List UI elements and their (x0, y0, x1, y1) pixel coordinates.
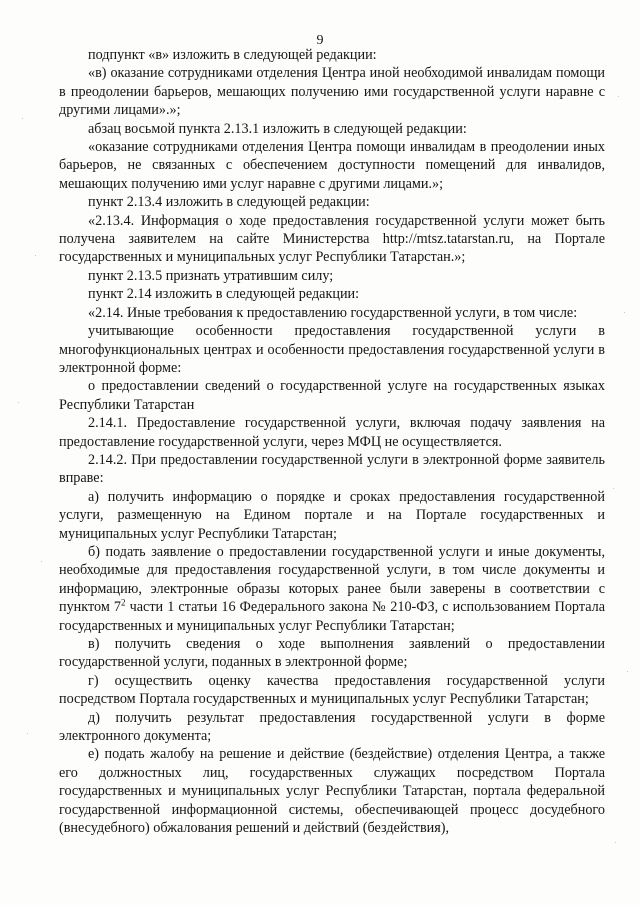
paragraph: о предоставлении сведений о государственной услуге на государственных языках Республики Татарстан (59, 378, 605, 413)
page-number: 9 (316, 33, 324, 48)
paragraph: г) осуществить оценку качества предоставления государственной услуги посредством Портала государственных и муниципальных услуг Республики Татарстан; (59, 672, 605, 708)
paragraph: подпункт «в» изложить в следующей редакции: (88, 47, 377, 63)
scan-speck (35, 255, 36, 256)
scan-speck (41, 561, 42, 562)
paragraph: пункт 2.14 изложить в следующей редакции: (88, 286, 360, 303)
paragraph: абзац восьмой пункта 2.13.1 изложить в следующей редакции: (88, 120, 467, 137)
paragraph (59, 543, 605, 635)
paragraph: учитывающие особенности предоставления государственной услуги в многофункциональных центрах и особенности предоставления государственной услуги в электронной форме: (59, 323, 605, 376)
scan-speck (613, 488, 614, 489)
paragraph: 2.14.1. Предоставление государственной услуги, включая подачу заявления на предоставление государственной услуги, через МФЦ не осуществляется. (59, 415, 605, 450)
paragraph: д) получить результат предоставления государственной услуги в форме электронного документа; (59, 709, 605, 745)
paragraph: е) подать жалобу на решение и действие (бездействие) отделения Центра, а также его должностных лиц, государственных служащих посредством Портала государственных и муниципальных услуг Республики Татарстан, портала федеральной государственной информационной системы, обеспечивающей процесс досудебного (внесудебного) обжалования решений и действий (бездействия), (59, 746, 605, 837)
paragraph: «в) оказание сотрудниками отделения Центра иной необходимой инвалидам помощи в преодолении барьеров, мешающих получению ими государственной услуги наравне с другими лицами».»; (59, 65, 605, 119)
paragraph-text: б) подать заявление о предоставлении государственной услуги и иные документы, необходимые для предоставления государственной услуги, в том числе документы и информацию, электронные образы которых ранее были заверены в соответствии с пунктом 7 (59, 543, 605, 616)
paragraph: «2.13.4. Информация о ходе предоставления государственной услуги может быть получена заявителем на сайте Министерства http://mtsz.tatarstan.ru, на Портале государственных и муниципальных услуг Республики Татарстан.»; (59, 212, 605, 266)
paragraph-text: части 1 статьи 16 Федерального закона № 210-ФЗ, с использованием Портала государственных и муниципальных услуг Республики Татарстан; (59, 599, 605, 634)
scan-speck (624, 312, 625, 313)
scan-speck (27, 733, 28, 734)
scan-speck (627, 671, 628, 672)
scan-speck (618, 96, 619, 97)
paragraph: 2.14.2. При предоставлении государственной услуги в электронной форме заявитель вправе: (59, 451, 605, 487)
paragraph: пункт 2.13.5 признать утратившим силу; (88, 267, 334, 284)
scan-speck (18, 402, 19, 403)
scan-speck (615, 842, 616, 843)
superscript: 2 (121, 597, 126, 608)
paragraph: пункт 2.13.4 изложить в следующей редакции: (88, 194, 370, 211)
paragraph: в) получить сведения о ходе выполнения заявлений о предоставлении государственной услуги, поданных в электронной форме; (59, 636, 605, 671)
scan-speck (22, 118, 23, 119)
document-body (59, 46, 605, 837)
paragraph: «оказание сотрудниками отделения Центра помощи инвалидам в преодолении иных барьеров, не связанных с обеспечением доступности помещений для инвалидов, мешающих получению ими услуг наравне с другими лицами.»; (59, 139, 605, 192)
paragraph: «2.14. Иные требования к предоставлению государственной услуги, в том числе: (88, 304, 578, 321)
paragraph: а) получить информацию о порядке и сроках предоставления государственной услуги, размещенную на Едином портале и на Портале государственных и муниципальных услуг Республики Татарстан; (59, 488, 605, 542)
